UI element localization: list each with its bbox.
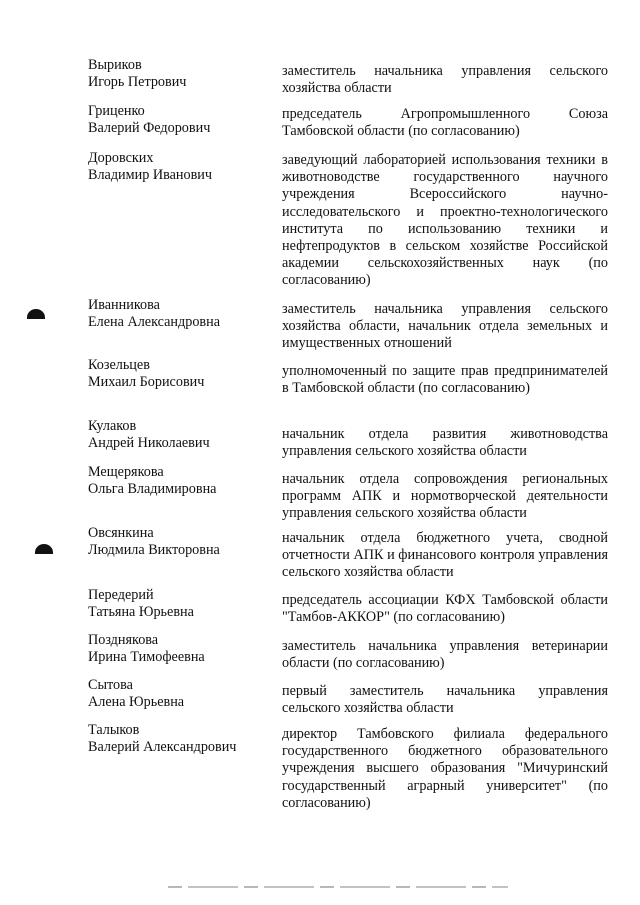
member-surname: Козельцев xyxy=(88,357,150,373)
member-role: первый заместитель начальника управления сельского хозяйства области xyxy=(282,683,608,717)
member-name xyxy=(88,632,273,666)
binder-hole-mark xyxy=(35,544,53,554)
member-given-names: Валерий Федорович xyxy=(88,120,211,136)
member-given-names: Валерий Александрович xyxy=(88,739,237,755)
scan-edge-artifact xyxy=(168,886,508,888)
member-surname: Позднякова xyxy=(88,632,159,648)
member-name xyxy=(88,587,273,621)
member-role: председатель ассоциации КФХ Тамбовской области "Тамбов-АККОР" (по согласованию) xyxy=(282,592,608,626)
member-surname: Кулаков xyxy=(88,418,137,434)
member-role: начальник отдела сопровождения региональных программ АПК и нормотворческой деятельности управления сельского хозяйства области xyxy=(282,471,608,522)
member-surname: Иванникова xyxy=(88,297,160,313)
member-role: заведующий лабораторией использования техники в животноводстве государственного научного учреждения Всероссийского научно-исследовательского и проектно-технологического института по использованию техники и нефтепродуктов в сельском хозяйстве Российской академии сельскохозяйственных наук (по согласованию) xyxy=(282,152,608,289)
member-name xyxy=(88,297,273,331)
member-role: председатель Агропромышленного Союза Тамбовской области (по согласованию) xyxy=(282,106,608,140)
member-name xyxy=(88,464,273,498)
member-given-names: Татьяна Юрьевна xyxy=(88,604,194,620)
member-name xyxy=(88,103,273,137)
member-role: начальник отдела развития животноводства управления сельского хозяйства области xyxy=(282,426,608,460)
member-given-names: Людмила Викторовна xyxy=(88,542,220,558)
member-surname: Мещерякова xyxy=(88,464,164,480)
member-name xyxy=(88,525,273,559)
member-surname: Талыков xyxy=(88,722,140,738)
member-name xyxy=(88,357,273,391)
member-surname: Гриценко xyxy=(88,103,145,119)
member-role: заместитель начальника управления сельского хозяйства области, начальник отдела земельных и имущественных отношений xyxy=(282,301,608,352)
member-surname: Сытова xyxy=(88,677,133,693)
member-name xyxy=(88,677,273,711)
member-given-names: Ирина Тимофеевна xyxy=(88,649,205,665)
member-given-names: Михаил Борисович xyxy=(88,374,205,390)
member-name xyxy=(88,57,273,91)
member-name xyxy=(88,418,273,452)
member-given-names: Ольга Владимировна xyxy=(88,481,217,497)
member-name xyxy=(88,150,273,184)
member-role: директор Тамбовского филиала федерального государственного бюджетного образовательного учреждения высшего образования "Мичуринский государственный аграрный университет" (по согласованию) xyxy=(282,726,608,811)
member-given-names: Елена Александровна xyxy=(88,314,220,330)
member-given-names: Владимир Иванович xyxy=(88,167,213,183)
member-role: заместитель начальника управления ветеринарии области (по согласованию) xyxy=(282,638,608,672)
member-role: начальник отдела бюджетного учета, сводной отчетности АПК и финансового контроля управления сельского хозяйства области xyxy=(282,530,608,581)
member-surname: Передерий xyxy=(88,587,154,603)
member-given-names: Андрей Николаевич xyxy=(88,435,210,451)
member-name xyxy=(88,722,273,756)
member-given-names: Алена Юрьевна xyxy=(88,694,185,710)
member-surname: Овсянкина xyxy=(88,525,154,541)
member-role: заместитель начальника управления сельского хозяйства области xyxy=(282,63,608,97)
binder-hole-mark xyxy=(27,309,45,319)
member-surname: Доровских xyxy=(88,150,154,166)
member-role: уполномоченный по защите прав предпринимателей в Тамбовской области (по согласованию) xyxy=(282,363,608,397)
member-surname: Выриков xyxy=(88,57,142,73)
member-given-names: Игорь Петрович xyxy=(88,74,187,90)
